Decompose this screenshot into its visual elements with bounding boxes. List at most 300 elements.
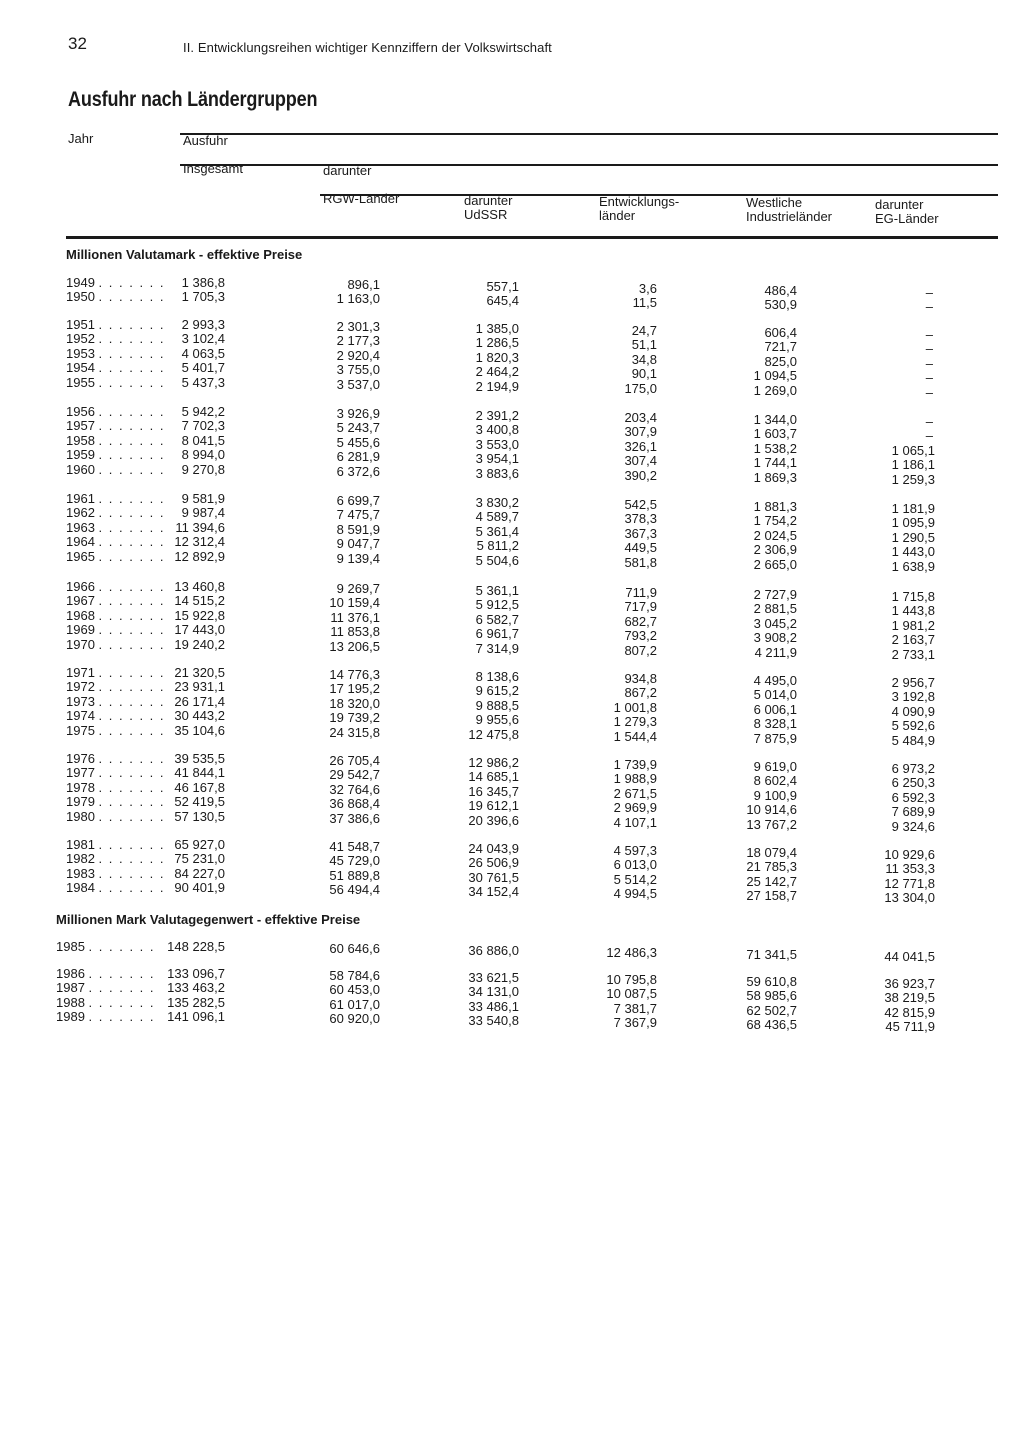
insgesamt-cell: 75 231,0 (174, 851, 225, 867)
dot-leader: . . . . . . . (98, 679, 166, 695)
udssr-cell: 2 194,9 (475, 378, 519, 394)
udssr-cell: 3 883,6 (475, 465, 519, 481)
westliche-cell: 5 014,0 (753, 687, 797, 703)
entwicklungslaender-cell: 7 367,9 (613, 1015, 657, 1031)
col-header-insgesamt: Insgesamt (183, 161, 243, 176)
entwicklungslaender-cell: 6 013,0 (613, 857, 657, 873)
col-header-westliche-line2: Industrieländer (746, 209, 832, 224)
entwicklungslaender-cell: 934,8 (624, 671, 657, 686)
dot-leader: . . . . . . . (98, 461, 166, 477)
eg-cell: 1 186,1 (891, 457, 935, 473)
entwicklungslaender-cell: 867,2 (624, 685, 657, 701)
westliche-cell: 606,4 (764, 325, 797, 340)
eg-cell: 38 219,5 (884, 990, 935, 1006)
dot-leader: . . . . . . . (98, 751, 166, 766)
udssr-cell: 5 912,5 (475, 597, 519, 613)
rgw-cell: 18 320,0 (329, 695, 380, 711)
udssr-cell: 33 540,8 (468, 1013, 519, 1029)
westliche-cell: 25 142,7 (746, 873, 797, 889)
year-label: 1974 (66, 708, 95, 724)
dot-leader: . . . . . . . (98, 779, 166, 795)
entwicklungslaender-cell: 581,8 (624, 554, 657, 570)
entwicklungslaender-cell: 24,7 (631, 323, 657, 338)
rgw-cell: 896,1 (347, 277, 380, 292)
year-label: 1962 (66, 505, 95, 521)
westliche-cell: 10 914,6 (746, 802, 797, 818)
entwicklungslaender-cell: 807,2 (624, 642, 657, 658)
udssr-cell: 2 464,2 (475, 364, 519, 380)
insgesamt-cell: 4 063,5 (181, 345, 225, 361)
dot-leader: . . . . . . . (98, 519, 166, 535)
dot-leader: . . . . . . . (98, 317, 166, 332)
entwicklungslaender-cell: 34,8 (631, 351, 657, 367)
insgesamt-cell: 12 892,9 (174, 548, 225, 564)
insgesamt-cell: 84 227,0 (174, 865, 225, 881)
entwicklungslaender-cell: 90,1 (631, 366, 657, 382)
insgesamt-cell: 9 270,8 (181, 461, 225, 477)
entwicklungslaender-cell: 326,1 (624, 438, 657, 454)
westliche-cell: 1 603,7 (753, 426, 797, 442)
westliche-cell: 2 665,0 (753, 556, 797, 572)
year-label: 1973 (66, 693, 95, 709)
dot-leader: . . . . . . . (98, 275, 166, 290)
insgesamt-cell: 57 130,5 (174, 808, 225, 824)
eg-cell: 5 592,6 (891, 718, 935, 734)
row-group (0, 317, 1024, 400)
year-label: 1966 (66, 579, 95, 594)
udssr-cell: 12 986,2 (468, 755, 519, 770)
udssr-cell: 8 138,6 (475, 669, 519, 684)
udssr-cell: 20 396,6 (468, 812, 519, 828)
entwicklungslaender-cell: 203,4 (624, 410, 657, 425)
dot-leader: . . . . . . . (98, 331, 166, 347)
insgesamt-cell: 1 705,3 (181, 289, 225, 305)
udssr-cell: 16 345,7 (468, 783, 519, 799)
eg-cell: – (925, 384, 933, 400)
insgesamt-cell: 12 312,4 (174, 534, 225, 550)
page-number: 32 (68, 34, 87, 53)
eg-cell: 1 638,9 (891, 558, 935, 574)
westliche-cell: 2 306,9 (753, 542, 797, 558)
entwicklungslaender-cell: 307,9 (624, 424, 657, 440)
rgw-cell: 14 776,3 (329, 667, 380, 682)
table-row (0, 939, 1024, 964)
eg-cell: 42 815,9 (884, 1004, 935, 1020)
eg-cell: 1 290,5 (891, 529, 935, 545)
row-group (0, 665, 1024, 748)
insgesamt-cell: 46 167,8 (174, 779, 225, 795)
eg-cell: 11 353,3 (885, 861, 935, 877)
entwicklungslaender-cell: 7 381,7 (613, 1000, 657, 1016)
eg-cell: 12 771,8 (884, 875, 935, 891)
year-label: 1953 (66, 345, 95, 361)
year-label: 1989 (56, 1009, 85, 1025)
eg-cell: – (925, 355, 933, 371)
year-label: 1981 (66, 837, 95, 852)
dot-leader: . . . . . . . (98, 622, 166, 638)
entwicklungslaender-cell: 4 107,1 (613, 814, 657, 830)
dot-leader: . . . . . . . (88, 1009, 156, 1025)
year-label: 1958 (66, 432, 95, 448)
col-header-westliche-line1: Westliche (746, 195, 803, 210)
dot-leader: . . . . . . . (98, 345, 166, 361)
eg-cell: 6 973,2 (891, 761, 935, 776)
dot-leader: . . . . . . . (98, 534, 166, 550)
eg-cell: – (925, 370, 933, 386)
eg-cell: 2 956,7 (891, 675, 935, 690)
entwicklungslaender-cell: 12 486,3 (606, 945, 657, 960)
udssr-cell: 1 385,0 (475, 321, 519, 336)
dot-leader: . . . . . . . (98, 289, 166, 305)
westliche-cell: 8 602,4 (753, 773, 797, 789)
entwicklungslaender-cell: 542,5 (624, 497, 657, 512)
dot-leader: . . . . . . . (98, 722, 166, 738)
insgesamt-cell: 11 394,6 (175, 519, 225, 535)
udssr-cell: 34 131,0 (468, 984, 519, 1000)
header-rule-top (180, 133, 998, 135)
col-header-westliche (746, 196, 832, 224)
rgw-cell: 24 315,8 (329, 724, 380, 740)
col-header-udssr-line1: darunter (464, 193, 513, 208)
year-label: 1949 (66, 275, 95, 290)
insgesamt-cell: 41 844,1 (174, 765, 225, 781)
insgesamt-cell: 7 702,3 (181, 418, 225, 434)
udssr-cell: 645,4 (486, 293, 519, 309)
eg-cell: 13 304,0 (884, 890, 935, 906)
udssr-cell: 24 043,9 (468, 841, 519, 856)
row-group (0, 966, 1024, 1035)
rgw-cell: 5 243,7 (336, 420, 380, 436)
udssr-cell: 6 582,7 (475, 611, 519, 627)
westliche-cell: 2 024,5 (753, 527, 797, 543)
westliche-cell: 68 436,5 (746, 1017, 797, 1033)
entwicklungslaender-cell: 3,6 (638, 281, 657, 296)
udssr-cell: 36 886,0 (468, 943, 519, 958)
insgesamt-cell: 135 282,5 (167, 994, 225, 1010)
entwicklungslaender-cell: 51,1 (631, 337, 657, 353)
year-label: 1968 (66, 607, 95, 623)
udssr-cell: 3 830,2 (475, 495, 519, 510)
dot-leader: . . . . . . . (98, 593, 166, 609)
dot-leader: . . . . . . . (98, 808, 166, 824)
rgw-cell: 51 889,8 (329, 867, 380, 883)
row-group (0, 939, 1024, 964)
westliche-cell: 3 045,2 (753, 615, 797, 631)
eg-cell: 1 443,8 (891, 603, 935, 619)
col-header-eg (875, 198, 939, 226)
eg-cell: 1 181,9 (891, 501, 935, 516)
insgesamt-cell: 35 104,6 (174, 722, 225, 738)
row-group (0, 579, 1024, 662)
insgesamt-cell: 23 931,1 (174, 679, 225, 695)
year-label: 1979 (66, 794, 95, 810)
entwicklungslaender-cell: 1 544,4 (613, 728, 657, 744)
rgw-cell: 2 301,3 (336, 319, 380, 334)
eg-cell: 5 484,9 (891, 732, 935, 748)
rgw-cell: 58 784,6 (329, 968, 380, 983)
udssr-cell: 3 954,1 (475, 451, 519, 467)
insgesamt-cell: 90 401,9 (174, 880, 225, 896)
insgesamt-cell: 5 437,3 (181, 374, 225, 390)
westliche-cell: 1 881,3 (753, 499, 797, 514)
entwicklungslaender-cell: 175,0 (624, 380, 657, 396)
udssr-cell: 33 486,1 (468, 998, 519, 1014)
udssr-cell: 1 286,5 (475, 335, 519, 351)
year-label: 1954 (66, 360, 95, 376)
udssr-cell: 5 811,2 (476, 538, 519, 554)
rgw-cell: 6 281,9 (336, 449, 380, 465)
section-label-valutamark: Millionen Valutamark - effektive Preise (66, 247, 303, 262)
eg-cell: 1 259,3 (891, 471, 935, 487)
year-label: 1988 (56, 994, 85, 1010)
eg-cell: 1 065,1 (891, 442, 935, 458)
insgesamt-cell: 17 443,0 (174, 622, 225, 638)
eg-cell: 1 715,8 (891, 589, 935, 604)
westliche-cell: 62 502,7 (746, 1002, 797, 1018)
year-label: 1967 (66, 593, 95, 609)
dot-leader: . . . . . . . (98, 579, 166, 594)
insgesamt-cell: 13 460,8 (174, 579, 225, 594)
westliche-cell: 1 094,5 (753, 368, 797, 384)
eg-cell: 9 324,6 (891, 818, 935, 834)
insgesamt-cell: 19 240,2 (174, 636, 225, 652)
eg-cell: 7 689,9 (891, 804, 935, 820)
entwicklungslaender-cell: 793,2 (624, 628, 657, 644)
westliche-cell: 825,0 (764, 353, 797, 369)
dot-leader: . . . . . . . (98, 837, 166, 852)
udssr-cell: 3 400,8 (475, 422, 519, 438)
udssr-cell: 5 504,6 (475, 552, 519, 568)
year-label: 1985 (56, 939, 85, 954)
udssr-cell: 33 621,5 (468, 970, 519, 985)
dot-leader: . . . . . . . (98, 708, 166, 724)
rgw-cell: 36 868,4 (329, 796, 380, 812)
row-group (0, 837, 1024, 906)
entwicklungslaender-cell: 4 597,3 (613, 843, 657, 858)
udssr-cell: 9 888,5 (475, 697, 519, 713)
westliche-cell: 1 754,2 (753, 513, 797, 529)
entwicklungslaender-cell: 390,2 (624, 467, 657, 483)
eg-cell: 4 090,9 (891, 703, 935, 719)
udssr-cell: 30 761,5 (468, 869, 519, 885)
row-group (0, 491, 1024, 574)
rgw-cell: 6 699,7 (336, 493, 380, 508)
dot-leader: . . . . . . . (98, 665, 166, 680)
table-row (0, 880, 1024, 906)
table-title: Ausfuhr nach Ländergruppen (68, 88, 318, 111)
dot-leader: . . . . . . . (98, 693, 166, 709)
rgw-cell: 6 372,6 (336, 463, 380, 479)
year-label: 1963 (66, 519, 95, 535)
rgw-cell: 60 646,6 (329, 941, 380, 956)
dot-leader: . . . . . . . (88, 980, 156, 996)
udssr-cell: 9 615,2 (475, 683, 519, 699)
insgesamt-cell: 148 228,5 (167, 939, 225, 954)
insgesamt-cell: 133 096,7 (167, 966, 225, 981)
rgw-cell: 26 705,4 (329, 753, 380, 768)
westliche-cell: 27 158,7 (746, 888, 797, 904)
col-header-udssr (464, 194, 512, 222)
westliche-cell: 1 744,1 (753, 455, 797, 471)
col-header-entwicklungslaender (599, 195, 679, 223)
dot-leader: . . . . . . . (98, 607, 166, 623)
eg-cell: 10 929,6 (884, 847, 935, 862)
eg-cell: 1 095,9 (891, 515, 935, 531)
insgesamt-cell: 65 927,0 (174, 837, 225, 852)
entwicklungslaender-cell: 717,9 (624, 599, 657, 615)
eg-cell: 6 592,3 (891, 789, 935, 805)
eg-cell: 1 443,0 (891, 544, 935, 560)
year-label: 1960 (66, 461, 95, 477)
year-label: 1965 (66, 548, 95, 564)
rgw-cell: 11 853,8 (330, 624, 380, 640)
dot-leader: . . . . . . . (98, 374, 166, 390)
rgw-cell: 17 195,2 (329, 681, 380, 697)
dot-leader: . . . . . . . (98, 432, 166, 448)
rgw-cell: 5 455,6 (336, 434, 380, 450)
dot-leader: . . . . . . . (98, 491, 166, 506)
entwicklungslaender-cell: 2 671,5 (613, 785, 657, 801)
rgw-cell: 60 920,0 (329, 1011, 380, 1027)
rgw-cell: 56 494,4 (329, 882, 380, 898)
col-header-eg-line1: darunter (875, 197, 924, 212)
udssr-cell: 557,1 (486, 279, 519, 294)
westliche-cell: 9 100,9 (753, 787, 797, 803)
col-header-entwicklungslaender-line1: Entwicklungs- (599, 194, 680, 209)
udssr-cell: 2 391,2 (475, 408, 519, 423)
running-head: II. Entwicklungsreihen wichtiger Kennziffern der Volkswirtschaft (183, 40, 552, 55)
rgw-cell: 45 729,0 (329, 853, 380, 869)
westliche-cell: 9 619,0 (753, 759, 797, 774)
rgw-cell: 29 542,7 (329, 767, 380, 783)
year-label: 1957 (66, 418, 95, 434)
col-header-darunter: darunter (323, 163, 372, 178)
col-header-rgw: RGW-Länder (323, 191, 400, 206)
insgesamt-cell: 26 171,4 (174, 693, 225, 709)
westliche-cell: 1 869,3 (753, 469, 797, 485)
rgw-cell: 19 739,2 (329, 710, 380, 726)
year-label: 1956 (66, 404, 95, 419)
header-rule-bottom (66, 236, 998, 239)
rgw-cell: 3 755,0 (336, 362, 380, 378)
year-label: 1950 (66, 289, 95, 305)
udssr-cell: 1 820,3 (475, 349, 519, 365)
entwicklungslaender-cell: 1 988,9 (613, 771, 657, 787)
col-header-jahr: Jahr (68, 131, 94, 146)
entwicklungslaender-cell: 367,3 (624, 525, 657, 541)
insgesamt-cell: 2 993,3 (181, 317, 225, 332)
eg-cell: 45 711,9 (885, 1019, 935, 1035)
insgesamt-cell: 1 386,8 (181, 275, 225, 290)
year-label: 1952 (66, 331, 95, 347)
col-header-udssr-line2: UdSSR (464, 207, 508, 222)
rgw-cell: 9 047,7 (336, 536, 380, 552)
westliche-cell: 13 767,2 (746, 816, 797, 832)
insgesamt-cell: 133 463,2 (167, 980, 225, 996)
westliche-cell: 530,9 (764, 297, 797, 313)
rgw-cell: 7 475,7 (336, 507, 380, 523)
dot-leader: . . . . . . . (88, 994, 156, 1010)
entwicklungslaender-cell: 2 969,9 (613, 800, 657, 816)
udssr-cell: 5 361,4 (475, 523, 519, 539)
entwicklungslaender-cell: 10 087,5 (606, 986, 657, 1002)
entwicklungslaender-cell: 378,3 (624, 511, 657, 527)
udssr-cell: 34 152,4 (468, 884, 519, 900)
year-label: 1964 (66, 534, 95, 550)
eg-cell: 44 041,5 (884, 949, 935, 964)
udssr-cell: 14 685,1 (468, 769, 519, 785)
westliche-cell: 721,7 (764, 339, 797, 355)
insgesamt-cell: 30 443,2 (174, 708, 225, 724)
dot-leader: . . . . . . . (98, 765, 166, 781)
entwicklungslaender-cell: 1 001,8 (613, 699, 657, 715)
entwicklungslaender-cell: 711,9 (625, 585, 657, 600)
eg-cell: – (925, 285, 933, 300)
udssr-cell: 5 361,1 (475, 583, 519, 598)
rgw-cell: 10 159,4 (329, 595, 380, 611)
dot-leader: . . . . . . . (98, 636, 166, 652)
row-group (0, 751, 1024, 834)
insgesamt-cell: 3 102,4 (181, 331, 225, 347)
dot-leader: . . . . . . . (88, 966, 156, 981)
westliche-cell: 58 985,6 (746, 988, 797, 1004)
insgesamt-cell: 141 096,1 (167, 1009, 225, 1025)
westliche-cell: 1 344,0 (753, 412, 797, 427)
westliche-cell: 4 211,9 (754, 644, 797, 660)
entwicklungslaender-cell: 1 739,9 (613, 757, 657, 772)
insgesamt-cell: 9 987,4 (181, 505, 225, 521)
eg-cell: – (925, 414, 933, 429)
col-header-ausfuhr: Ausfuhr (183, 133, 228, 148)
westliche-cell: 6 006,1 (753, 701, 797, 717)
rgw-cell: 9 269,7 (336, 581, 380, 596)
westliche-cell: 59 610,8 (746, 974, 797, 989)
year-label: 1959 (66, 447, 95, 463)
rgw-cell: 60 453,0 (329, 982, 380, 998)
year-label: 1951 (66, 317, 95, 332)
rgw-cell: 9 139,4 (336, 550, 380, 566)
udssr-cell: 3 553,0 (475, 436, 519, 452)
udssr-cell: 19 612,1 (468, 798, 519, 814)
eg-cell: 2 163,7 (891, 632, 935, 648)
dot-leader: . . . . . . . (98, 794, 166, 810)
insgesamt-cell: 39 535,5 (174, 751, 225, 766)
insgesamt-cell: 14 515,2 (174, 593, 225, 609)
rgw-cell: 2 177,3 (336, 333, 380, 349)
eg-cell: – (925, 299, 933, 315)
eg-cell: – (925, 428, 933, 444)
eg-cell: 2 733,1 (891, 646, 935, 662)
entwicklungslaender-cell: 307,4 (624, 453, 657, 469)
rgw-cell: 2 920,4 (336, 347, 380, 363)
rgw-cell: 41 548,7 (329, 839, 380, 854)
table-row (0, 289, 1024, 315)
dot-leader: . . . . . . . (98, 505, 166, 521)
year-label: 1976 (66, 751, 95, 766)
year-label: 1972 (66, 679, 95, 695)
rgw-cell: 37 386,6 (329, 810, 380, 826)
col-header-entwicklungslaender-line2: länder (599, 208, 636, 223)
insgesamt-cell: 15 922,8 (174, 607, 225, 623)
eg-cell: 36 923,7 (884, 976, 935, 991)
insgesamt-cell: 5 942,2 (181, 404, 225, 419)
udssr-cell: 7 314,9 (475, 640, 519, 656)
udssr-cell: 12 475,8 (468, 726, 519, 742)
eg-cell: – (925, 327, 933, 342)
entwicklungslaender-cell: 11,5 (632, 295, 657, 311)
insgesamt-cell: 52 419,5 (174, 794, 225, 810)
entwicklungslaender-cell: 449,5 (624, 540, 657, 556)
